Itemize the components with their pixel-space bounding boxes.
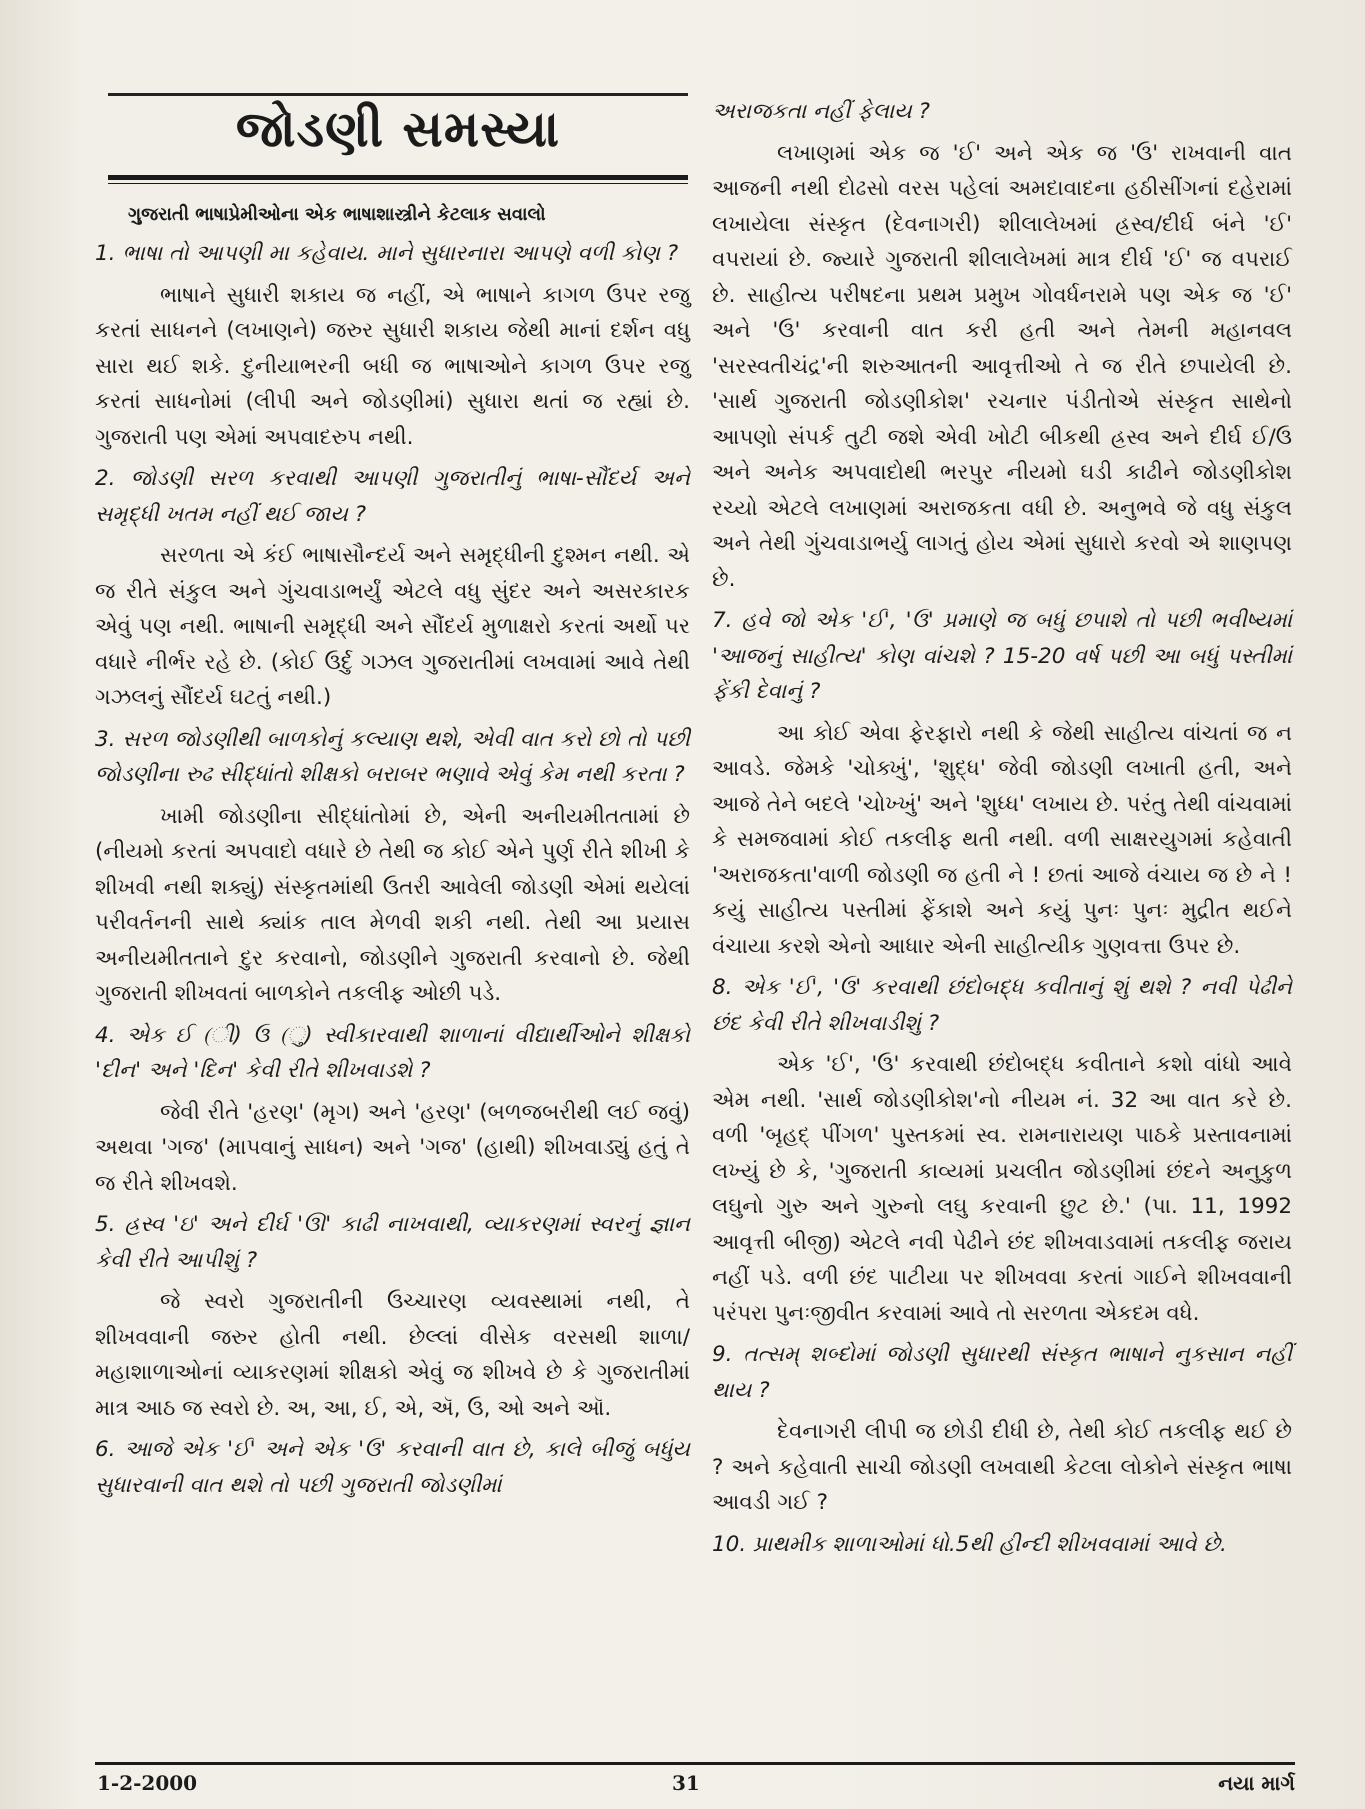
- question-3: 3. સરળ જોડણીથી બાળકોનું કલ્યાણ થશે, એવી વાત કરો છો તો પછી જોડણીના રુઢ સીદ્ધાંતો શીક્ષકો બરાબર ભણાવે એવું કેમ નથી કરતા ?: [95, 726, 690, 787]
- left-column: [95, 236, 690, 1509]
- question-9: 9. તત્સમ્ શબ્દોમાં જોડણી સુધારથી સંસ્કૃત ભાષાને નુકસાન નહીં થાય ?: [712, 1342, 1292, 1403]
- footer-rule: [95, 1762, 1295, 1765]
- answer-6: લખાણમાં એક જ 'ઈ' અને એક જ 'ઉ' રાખવાની વાત આજની નથી દોઢસો વરસ પહેલાં અમદાવાદના હઠીસીંગનાં દહેરામાં લખાયેલા સંસ્કૃત (દેવનાગરી) શીલાલેખમાં હ્રસ્વ/દીર્ઘ બંને 'ઈ' વપરાયાં છે. જ્યારે ગુજરાતી શીલાલેખમાં માત્ર દીર્ઘ 'ઈ' જ વપરાઈ છે. સાહીત્ય પરીષદના પ્રથમ પ્રમુખ ગોવર્ધનરામે પણ એક જ 'ઈ' અને 'ઉ' કરવાની વાત કરી હતી અને તેમની મહાનવલ 'સરસ્વતીચંદ્ર'ની શરુઆતની આવૃત્તીઓ તે જ રીતે છપાયેલી છે. 'સાર્થ ગુજરાતી જોડણીકોશ' રચનાર પંડીતોએ સંસ્કૃત સાથેનો આપણો સંપર્ક તુટી જશે એવી ખોટી બીકથી હ્રસ્વ અને દીર્ઘ ઈ/ઉ અને અનેક અપવાદોથી ભરપુર નીયમો ઘડી કાઢીને જોડણીકોશ રચ્યો એટલે લખાણમાં અરાજકતા વધી છે. અનુભવે જે વધુ સંકુલ અને તેથી ગુંચવાડાભર્યુ લાગતું હોય એમાં સુધારો કરવો એ શાણપણ છે.: [712, 140, 1292, 592]
- answer-1: ભાષાને સુધારી શકાય જ નહીં, એ ભાષાને કાગળ ઉપર રજુ કરતાં સાધનને (લખાણને) જરુર સુધારી શકાય જેથી માનાં દર્શન વધુ સારા થઈ શકે. દુનીયાભરની બધી જ ભાષાઓને કાગળ ઉપર રજુ કરતાં સાધનોમાં (લીપી અને જોડણીમાં) સુધારા થતાં જ રહ્યાં છે. ગુજરાતી પણ એમાં અપવાદરુપ નથી.: [95, 282, 690, 450]
- answer-2: સરળતા એ કંઈ ભાષાસૌન્દર્ય અને સમૃદ્ધીની દુશ્મન નથી. એ જ રીતે સંકુલ અને ગુંચવાડાભર્યું એટલે વધુ સુંદર અને અસરકારક એવું પણ નથી. ભાષાની સમૃદ્ધી અને સૌંદર્ય મુળાક્ષરો કરતાં અર્થો પર વધારે નીર્ભર રહે છે. (કોઈ ઉર્દુ ગઝલ ગુજરાતીમાં લખવામાં આવે તેથી ગઝલનું સૌંદર્ય ઘટતું નથી.): [95, 543, 690, 710]
- page-number: 31: [672, 1771, 700, 1795]
- question-10: 10. પ્રાથમીક શાળાઓમાં ધો.5થી હીન્દી શીખવવામાં આવે છે.: [712, 1531, 1227, 1557]
- title-rule-thin: [108, 183, 688, 184]
- question-7: 7. હવે જો એક 'ઈ', 'ઉ' પ્રમાણે જ બધું છપાશે તો પછી ભવીષ્યમાં 'આજનું સાહીત્ય' કોણ વાંચશે ? 15-20 વર્ષ પછી આ બધું પસ્તીમાં ફેંકી દેવાનું ?: [712, 608, 1292, 704]
- answer-3: ખામી જોડણીના સીદ્ધાંતોમાં છે, એની અનીયમીતતામાં છે (નીયમો કરતાં અપવાદો વધારે છે તેથી જ કોઈ એને પુર્ણ રીતે શીખી કે શીખવી નથી શક્યું) સંસ્કૃતમાંથી ઉતરી આવેલી જોડણી એમાં થયેલાં પરીવર્તનની સાથે ક્યાંક તાલ મેળવી શકી નથી. તેથી આ પ્રયાસ અનીયમીતતાને દુર કરવાનો, જોડણીને ગુજરાતી કરવાનો છે. જેથી ગુજરાતી શીખવતાં બાળકોને તકલીફ ઓછી પડે.: [95, 803, 690, 1006]
- answer-8: એક 'ઈ', 'ઉ' કરવાથી છંદોબદ્ધ કવીતાને કશો વાંધો આવે એમ નથી. 'સાર્થ જોડણીકોશ'નો નીયમ નં. 32 આ વાત કરે છે. વળી 'બૃહદ્ પીંગળ' પુસ્તકમાં સ્વ. રામનારાયણ પાઠકે પ્રસ્તાવનામાં લખ્યું છે કે, 'ગુજરાતી કાવ્યમાં પ્રચલીત જોડણીમાં છંદને અનુકુળ લઘુનો ગુરુ અને ગુરુનો લઘુ કરવાની છુટ છે.' (પા. 11, 1992 આવૃત્તી બીજી) એટલે નવી પેઢીને છંદ શીખવાડવામાં તકલીફ જરાય નહીં પડે. વળી છંદ પાટીયા પર શીખવવા કરતાં ગાઈને શીખવવાની પરંપરા પુનઃજીવીત કરવામાં આવે તો સરળતા એકદમ વધે.: [712, 1052, 1292, 1326]
- top-rule: [108, 93, 688, 96]
- article-subtitle: ગુજરાતી ભાષાપ્રેમીઓના એક ભાષાશાસ્ત્રીને કેટલાક સવાલો: [128, 204, 546, 225]
- question-4: 4. એક ઈ (ી) ઉ (ુ) સ્વીકારવાથી શાળાનાં વીદ્યાર્થીઓને શીક્ષકો 'દીન' અને 'દિન' કેવી રીતે શીખવાડશે ?: [95, 1022, 690, 1083]
- question-8: 8. એક 'ઈ', 'ઉ' કરવાથી છંદોબદ્ધ કવીતાનું શું થશે ? નવી પેઢીને છંદ કેવી રીતે શીખવાડીશું ?: [712, 975, 1292, 1036]
- right-column: [712, 94, 1292, 1568]
- publication-name: નયા માર્ગ: [1218, 1771, 1295, 1795]
- footer-date: 1-2-2000: [97, 1771, 198, 1795]
- question-6-continued: અરાજકતા નહીં ફેલાય ?: [712, 99, 930, 124]
- answer-4: જેવી રીતે 'હરણ' (મૃગ) અને 'હરણ' (બળજબરીથી લઈ જવું) અથવા 'ગજ' (માપવાનું સાધન) અને 'ગજ' (હાથી) શીખવાડ્યું હતું તે જ રીતે શીખવશે.: [95, 1099, 690, 1196]
- question-1: 1. ભાષા તો આપણી મા કહેવાય. માને સુધારનારા આપણે વળી કોણ ?: [95, 241, 679, 266]
- title-rule-thick: [108, 175, 688, 180]
- article-title: જોડણી સમસ્યા: [235, 100, 561, 158]
- answer-7: આ કોઈ એવા ફેરફારો નથી કે જેથી સાહીત્ય વાંચતાં જ ન આવડે. જેમકે 'ચોક્ખું', 'શુદ્ધ' જેવી જોડણી લખાતી હતી, અને આજે તેને બદલે 'ચોખ્ખું' અને 'શુધ્ધ' લખાય છે. પરંતુ તેથી વાંચવામાં કે સમજવામાં કોઈ તકલીફ થતી નથી. વળી સાક્ષરયુગમાં કહેવાતી 'અરાજકતા'વાળી જોડણી જ હતી ને ! છતાં આજે વંચાય જ છે ને ! કયું સાહીત્ય પસ્તીમાં ફેંકાશે અને કયું પુનઃ પુનઃ મુદ્રીત થઈને વંચાયા કરશે એનો આધાર એની સાહીત્યીક ગુણવત્તા ઉપર છે.: [712, 720, 1292, 959]
- answer-5: જે સ્વરો ગુજરાતીની ઉચ્ચારણ વ્યવસ્થામાં નથી, તે શીખવવાની જરુર હોતી નથી. છેલ્લાં વીસેક વરસથી શાળા/મહાશાળાઓનાં વ્યાકરણમાં શીક્ષકો એવું જ શીખવે છે કે ગુજરાતીમાં માત્ર આઠ જ સ્વરો છે. અ, આ, ઈ, એ, ઍ, ઉ, ઓ અને ઑ.: [95, 1289, 690, 1421]
- question-2: 2. જોડણી સરળ કરવાથી આપણી ગુજરાતીનું ભાષા-સૌંદર્ય અને સમૃદ્ધી ખતમ નહીં થઈ જાય ?: [95, 466, 690, 527]
- question-6: 6. આજે એક 'ઈ' અને એક 'ઉ' કરવાની વાત છે, કાલે બીજું બધુંય સુધારવાની વાત થશે તો પછી ગુજરાતી જોડણીમાં: [95, 1437, 690, 1498]
- question-5: 5. હ્રસ્વ 'ઇ' અને દીર્ઘ 'ઊ' કાઢી નાખવાથી, વ્યાકરણમાં સ્વરનું જ્ઞાન કેવી રીતે આપીશું ?: [95, 1212, 690, 1273]
- answer-9: દેવનાગરી લીપી જ છોડી દીધી છે, તેથી કોઈ તકલીફ થઈ છે ? અને કહેવાતી સાચી જોડણી લખવાથી કેટલા લોકોને સંસ્કૃત ભાષા આવડી ગઈ ?: [712, 1419, 1292, 1515]
